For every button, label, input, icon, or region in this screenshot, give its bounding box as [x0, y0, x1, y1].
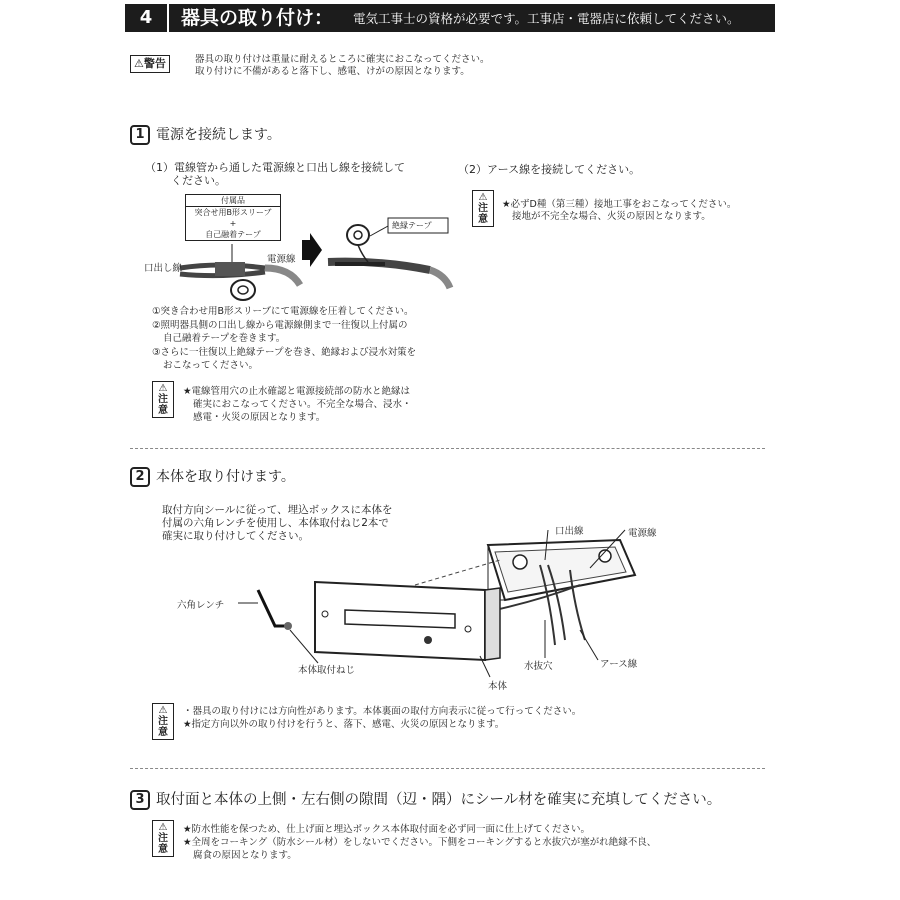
label-body: 本体 — [488, 681, 508, 692]
section-subtitle: 電気工事士の資格が必要です。工事店・電器店に依頼してください。 — [353, 11, 740, 26]
step3-number: 3 — [130, 790, 150, 810]
label-lead-wire-2: 口出線 — [555, 526, 584, 537]
accessory-item-sleeve: 突合せ用B形スリーブ — [194, 208, 272, 217]
earth-note-line-1: ★必ずD種（第三種）接地工事をおこなってください。 — [502, 199, 737, 210]
step1-instruction-3: ③さらに一往復以上絶縁テープを巻き、絶縁および浸水対策を — [152, 347, 417, 358]
step1-caution-icon: ⚠ 注 意 — [152, 381, 174, 418]
step2-number: 2 — [130, 467, 150, 487]
step1-title: 電源を接続します。 — [156, 127, 281, 143]
step3-caution-icon: ⚠ 注 意 — [152, 820, 174, 857]
step1-sub1-line1: （1）電線管から通した電源線と口出し線を接続して — [145, 161, 405, 174]
label-insulation-tape: 絶縁テープ — [392, 221, 432, 230]
step1-instruction-2b: 自己融着テープを巻きます。 — [163, 333, 286, 344]
step2-instruction-1: 取付方向シールに従って、埋込ボックスに本体を — [162, 504, 393, 516]
step1-caution-line-2: 確実におこなってください。不完全な場合、浸水・ — [193, 399, 412, 410]
warning-line-2: 取り付けに不備があると落下し、感電、けがの原因となります。 — [195, 66, 470, 77]
step3-caution-line-1: ★防水性能を保つため、仕上げ面と埋込ボックス本体取付面を必ず同一面に仕上げてください。 — [183, 824, 591, 835]
accessory-item-tape: 自己融着テープ — [205, 230, 261, 239]
step1-caution-line-3: 感電・火災の原因となります。 — [193, 412, 326, 423]
label-body-screw: 本体取付ねじ — [298, 665, 356, 676]
label-power-wire: 電源線 — [267, 254, 296, 265]
label-earth-wire: アース線 — [600, 659, 638, 670]
step2-caution-line-1: ・器具の取り付けには方向性があります。本体裏面の取付方向表示に従って行ってください。 — [183, 706, 582, 717]
step3-title: 取付面と本体の上側・左右側の隙間（辺・隅）にシール材を確実に充填してください。 — [156, 792, 722, 808]
divider-2 — [130, 768, 765, 769]
step2-caution-line-2: ★指定方向以外の取り付けを行うと、落下、感電、火災の原因となります。 — [183, 719, 505, 730]
warning-line-1: 器具の取り付けは重量に耐えるところに確実におこなってください。 — [195, 54, 490, 65]
step1-sub1-line2: ください。 — [171, 174, 226, 187]
step3-caution-line-2: ★全周をコーキング（防水シール材）をしないでください。下側をコーキングすると水抜穴が塞がれ絶縁不良、 — [183, 837, 657, 848]
step1-instruction-1: ①突き合わせ用B形スリーブにて電源線を圧着してください。 — [152, 306, 414, 317]
section-title: 器具の取り付け： — [181, 7, 334, 29]
label-power-wire-2: 電源線 — [628, 528, 657, 539]
step1-instruction-3b: おこなってください。 — [163, 360, 259, 371]
warning-badge: ⚠警告 — [130, 55, 170, 73]
step2-instruction-3: 確実に取り付けしてください。 — [162, 530, 309, 542]
step1-number: 1 — [130, 125, 150, 145]
step3-caution-line-3: 腐食の原因となります。 — [193, 850, 297, 861]
step2-instruction-2: 付属の六角レンチを使用し、本体取付ねじ2本で — [162, 517, 389, 529]
step2-caution-icon: ⚠ 注 意 — [152, 703, 174, 740]
step2-title: 本体を取り付けます。 — [156, 469, 295, 485]
label-lead-wire: 口出し線 — [144, 263, 183, 274]
step1-sub2: （2）アース線を接続してください。 — [458, 163, 641, 176]
step1-caution-line-1: ★電線管用穴の止水確認と電源接続部の防水と絶縁は — [183, 386, 411, 397]
step1-instruction-2: ②照明器具側の口出し線から電源線側まで一往復以上付属の — [152, 320, 408, 331]
step3-heading — [130, 788, 721, 810]
label-hex-wrench: 六角レンチ — [177, 600, 225, 611]
earth-caution-icon: ⚠ 注 意 — [472, 190, 494, 227]
earth-note-line-2: 接地が不完全な場合、火災の原因となります。 — [512, 211, 711, 222]
accessory-title: 付属品 — [186, 195, 280, 207]
section-number: 4 — [125, 4, 169, 32]
accessory-plus: + — [229, 219, 237, 228]
label-drain-hole: 水抜穴 — [524, 661, 553, 672]
